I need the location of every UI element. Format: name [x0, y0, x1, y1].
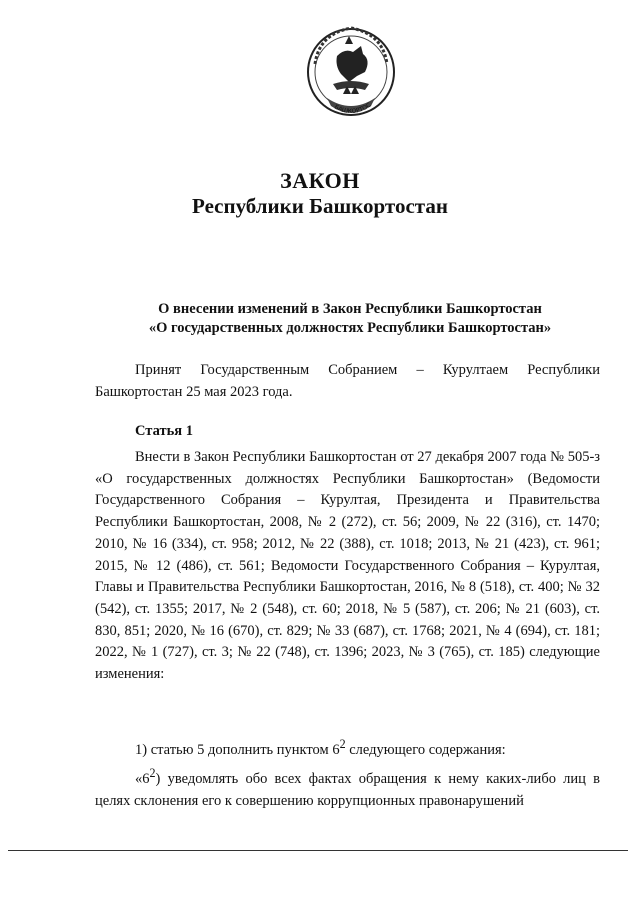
item1-text: 1) статью 5 дополнить пунктом 6 [135, 741, 340, 758]
article-title: Статья 1 [135, 423, 193, 439]
item1-text-after: следующего содержания: [345, 741, 506, 758]
item2-sup: 2 [149, 766, 156, 780]
emblem [305, 22, 397, 128]
law-heading-line2: «О государственных должностях Республики Башкортостан» [148, 320, 552, 336]
list-item-1 [95, 734, 600, 762]
item2-text-after: ) уведомлять обо всех фактах обращения к нему каких-либо лиц в целях склонения его к совершению коррупционных правонарушений [95, 770, 600, 809]
bashkortostan-emblem-icon [305, 22, 397, 128]
law-heading [95, 300, 605, 338]
list-item-2 [95, 763, 600, 812]
article-body: Внести в Закон Республики Башкортостан от 27 декабря 2007 года № 505-з «О государственных должностях Республики Башкортостан» (Ведомости Государственного Собрания – Курултая, Президента и Правительства Республики Башкортостан, 2008, № 2 (272), ст. 56; 2009, № 22 (316), ст. 1470; 2010, № 16 (334), ст. 958; 2012, № 22 (388), ст. 1018; 2013, № 21 (423), ст. 961; 2015, № 12 (486), ст. 561; Ведомости Государственного Собрания – Курултая, Главы и Правительства Республики Башкортостан, 2016, № 8 (518), ст. 400; № 32 (542), ст. 1355; 2017, № 2 (548), ст. 60; 2018, № 5 (587), ст. 206; № 21 (603), ст. 830, 851; 2020, № 16 (670), ст. 829; № 33 (687), ст. 1768; 2021, № 4 (694), ст. 181; 2022, № 1 (727), ст. 3; № 22 (748), ст. 1396; 2023, № 3 (765), ст. 185) следующие изменения: [95, 449, 600, 683]
law-title: ЗАКОН [280, 168, 360, 193]
law-republic: Республики Башкортостан [192, 194, 448, 218]
item1-sup: 2 [339, 737, 346, 751]
page-divider [8, 850, 628, 851]
adopted-statement: Принят Государственным Собранием – Курултаем Республики Башкортостан 25 мая 2023 года. [95, 362, 600, 400]
svg-text:БАШКОРТОСТАН: БАШКОРТОС [333, 101, 373, 116]
law-heading-line1: О внесении изменений в Закон Республики Башкортостан [158, 301, 542, 317]
item2-text: «6 [135, 770, 150, 787]
